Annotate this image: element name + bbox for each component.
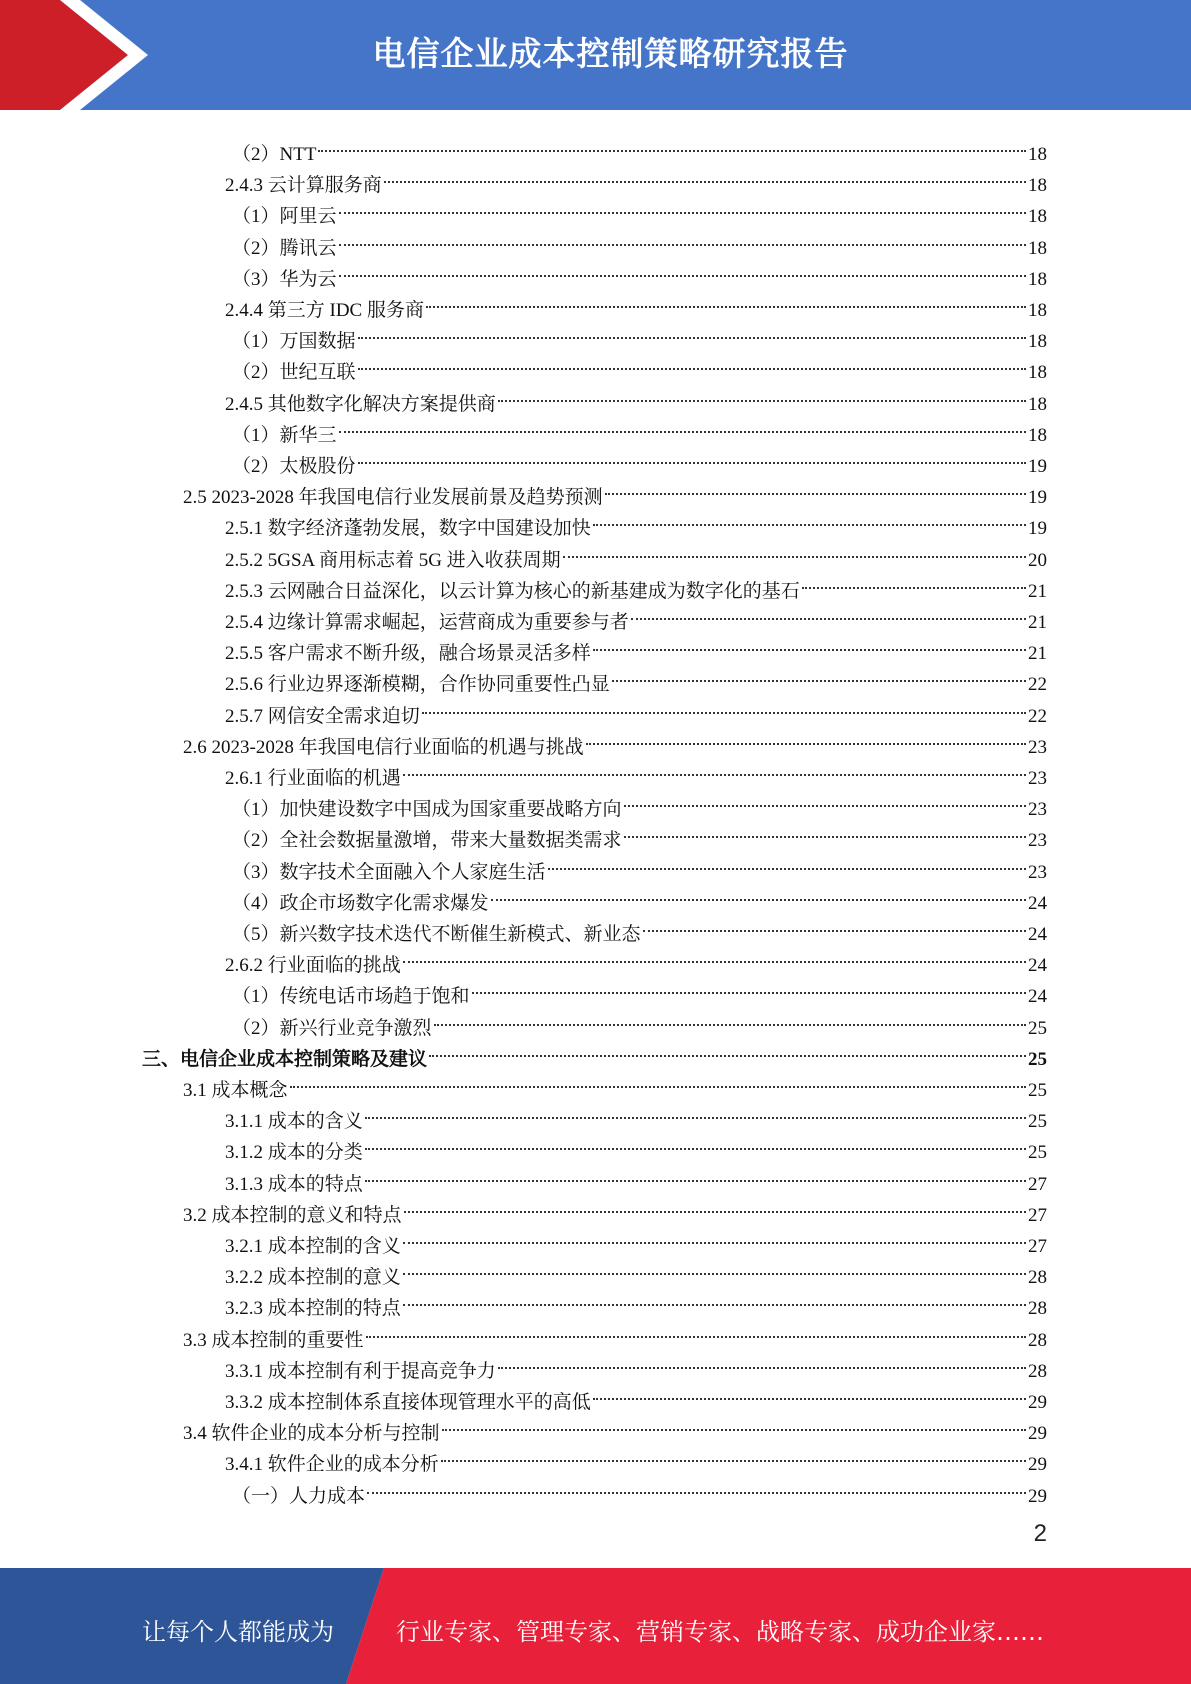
- toc-entry-page: 18: [1028, 393, 1047, 415]
- toc-dot-leader: [384, 151, 1026, 183]
- toc-entry-page: 22: [1028, 674, 1047, 696]
- toc-dot-leader: [290, 1056, 1026, 1088]
- toc-dot-leader: [586, 713, 1026, 745]
- toc-entry-page: 18: [1028, 300, 1047, 321]
- toc-entry-page: 29: [1028, 1423, 1047, 1445]
- toc-entry-page: 25: [1028, 1111, 1047, 1133]
- toc-entry-page: 23: [1028, 768, 1047, 789]
- toc-entry-page: 28: [1028, 1329, 1047, 1351]
- toc-entry-label: 2.6.2 行业面临的挑战: [225, 955, 401, 977]
- toc-entry-page: 19: [1028, 487, 1047, 509]
- toc-dot-leader: [339, 245, 1026, 277]
- toc-entry-label: （1）传统电话市场趋于饱和: [232, 986, 470, 1008]
- toc-entry-page: 24: [1028, 892, 1047, 914]
- toc-entry-label: （2）腾讯云: [232, 237, 337, 259]
- toc-entry-label: （5）新兴数字技术迭代不断催生新模式、新业态: [232, 924, 641, 945]
- toc-entry-page: 23: [1028, 861, 1047, 883]
- toc-entry-label: （4）政企市场数字化需求爆发: [232, 892, 489, 914]
- toc-entry-label: 3.2.1 成本控制的含义: [225, 1236, 401, 1257]
- toc-entry-label: 3.4.1 软件企业的成本分析: [225, 1454, 439, 1476]
- toc-entry-label: 2.5.2 5GSA 商用标志着 5G 进入收获周期: [225, 549, 561, 571]
- toc-dot-leader: [624, 806, 1026, 838]
- toc-entry-page: 25: [1028, 1080, 1047, 1101]
- toc-entry-page: 27: [1028, 1204, 1047, 1226]
- toc-dot-leader: [403, 931, 1026, 963]
- toc-entry-label: 2.5.4 边缘计算需求崛起，运营商成为重要参与者: [225, 612, 629, 633]
- toc-entry-page: 18: [1028, 331, 1047, 353]
- toc-entry-label: （1）新华三: [232, 424, 337, 446]
- toc-entry-page: 23: [1028, 830, 1047, 852]
- toc-entry-label: （1）阿里云: [232, 206, 337, 228]
- toc-dot-leader: [429, 1025, 1026, 1057]
- toc-dot-leader: [498, 1337, 1026, 1369]
- toc-dot-leader: [426, 276, 1026, 308]
- toc-entry-page: 18: [1028, 144, 1047, 165]
- toc-entry-page: 18: [1028, 237, 1047, 259]
- toc-dot-leader: [366, 1306, 1026, 1338]
- toc-entry-page: 27: [1028, 1173, 1047, 1195]
- toc-entry-label: 2.5 2023-2028 年我国电信行业发展前景及趋势预测: [183, 487, 603, 509]
- toc-dot-leader: [339, 214, 1026, 246]
- toc-dot-leader: [612, 650, 1026, 682]
- toc-dot-leader: [358, 307, 1026, 339]
- toc-entry-label: 2.5.7 网信安全需求迫切: [225, 705, 420, 727]
- toc-dot-leader: [442, 1399, 1026, 1431]
- toc-entry-page: 21: [1028, 612, 1047, 633]
- toc-dot-leader: [593, 494, 1026, 526]
- toc-entry-label: 3.1 成本概念: [183, 1080, 288, 1101]
- toc-entry-page: 22: [1028, 705, 1047, 727]
- toc-entry-page: 20: [1028, 549, 1047, 571]
- toc-entry-label: 2.5.6 行业边界逐渐模糊，合作协同重要性凸显: [225, 674, 610, 696]
- toc-entry-page: 24: [1028, 924, 1047, 945]
- toc-dot-leader: [472, 962, 1026, 994]
- toc-entry-page: 21: [1028, 580, 1047, 602]
- toc-entry-label: 三、电信企业成本控制策略及建议: [142, 1048, 428, 1070]
- toc-entry-label: 3.2.3 成本控制的特点: [225, 1298, 401, 1320]
- toc-dot-leader: [548, 838, 1026, 870]
- toc-entry-label: 3.3.1 成本控制有利于提高竞争力: [225, 1360, 496, 1382]
- toc-dot-leader: [358, 338, 1026, 370]
- toc-entry-label: 3.3.2 成本控制体系直接体现管理水平的高低: [225, 1392, 591, 1413]
- toc-entry-label: 3.2 成本控制的意义和特点: [183, 1204, 402, 1226]
- toc-dot-leader: [491, 869, 1026, 901]
- toc-entry-page: 18: [1028, 362, 1047, 384]
- toc-entry-label: 3.3 成本控制的重要性: [183, 1329, 364, 1351]
- toc-entry-page: 28: [1028, 1360, 1047, 1382]
- toc-entry-page: 24: [1028, 986, 1047, 1008]
- toc-entry[interactable]: [232, 1470, 1047, 1507]
- toc-dot-leader: [605, 463, 1026, 495]
- toc-entry-label: （1）万国数据: [232, 331, 356, 353]
- toc-dot-leader: [318, 120, 1026, 152]
- footer-slogan-left: 让每个人都能成为: [142, 1618, 334, 1646]
- toc-dot-leader: [563, 526, 1026, 558]
- toc-entry-page: 18: [1028, 175, 1047, 197]
- toc-entry-label: 2.4.5 其他数字化解决方案提供商: [225, 393, 496, 415]
- toc-entry-page: 25: [1028, 1017, 1047, 1039]
- toc-dot-leader: [365, 1087, 1026, 1119]
- toc-entry-label: 2.6.1 行业面临的机遇: [225, 768, 401, 789]
- toc-entry-label: （一）人力成本: [232, 1485, 366, 1507]
- toc-entry-page: 24: [1028, 955, 1047, 977]
- toc-entry-page: 19: [1028, 518, 1047, 540]
- toc-entry-label: 3.1.1 成本的含义: [225, 1111, 363, 1133]
- toc-entry-label: 3.1.3 成本的特点: [225, 1173, 363, 1195]
- report-title: 电信企业成本控制策略研究报告: [372, 34, 849, 73]
- toc-entry-page: 25: [1028, 1048, 1047, 1070]
- toc-dot-leader: [367, 1462, 1026, 1494]
- toc-entry-page: 23: [1028, 736, 1047, 758]
- toc-dot-leader: [631, 588, 1026, 620]
- toc-dot-leader: [498, 370, 1026, 402]
- toc-dot-leader: [358, 432, 1026, 464]
- toc-entry-page: 18: [1028, 268, 1047, 290]
- toc-dot-leader: [624, 775, 1026, 807]
- toc-dot-leader: [593, 619, 1026, 651]
- toc-dot-leader: [422, 682, 1026, 714]
- footer-slogan-right: 行业专家、管理专家、营销专家、战略专家、成功企业家……: [396, 1618, 1044, 1646]
- toc-dot-leader: [434, 994, 1026, 1026]
- toc-entry-label: （3）数字技术全面融入个人家庭生活: [232, 861, 546, 883]
- toc-dot-leader: [802, 557, 1026, 589]
- toc-entry-label: 3.2.2 成本控制的意义: [225, 1267, 401, 1289]
- toc-dot-leader: [404, 1181, 1026, 1213]
- toc-entry-label: （1）加快建设数字中国成为国家重要战略方向: [232, 799, 622, 821]
- toc-entry-page: 27: [1028, 1236, 1047, 1257]
- page-header: [0, 0, 1191, 110]
- toc-dot-leader: [403, 1274, 1026, 1306]
- toc-entry-page: 18: [1028, 206, 1047, 228]
- toc-entry-label: （2）太极股份: [232, 456, 356, 477]
- toc-entry-label: 3.4 软件企业的成本分析与控制: [183, 1423, 440, 1445]
- toc-entry-page: 19: [1028, 456, 1047, 477]
- toc-dot-leader: [339, 401, 1026, 433]
- toc-dot-leader: [365, 1118, 1026, 1150]
- page-footer: [0, 1568, 1191, 1684]
- toc-entry-label: 2.4.3 云计算服务商: [225, 175, 382, 197]
- page-number: 2: [1033, 1520, 1047, 1547]
- toc-entry-page: 21: [1028, 643, 1047, 665]
- toc-dot-leader: [403, 744, 1026, 776]
- toc-dot-leader: [339, 182, 1026, 214]
- toc-dot-leader: [593, 1368, 1026, 1400]
- toc-entry-label: （2）全社会数据量激增，带来大量数据类需求: [232, 830, 622, 852]
- toc-entry-label: （2）新兴行业竞争激烈: [232, 1017, 432, 1039]
- toc-entry-page: 29: [1028, 1454, 1047, 1476]
- toc-dot-leader: [643, 900, 1026, 932]
- toc-entry-page: 23: [1028, 799, 1047, 821]
- toc-entry-page: 25: [1028, 1142, 1047, 1164]
- toc-entry-label: （2）NTT: [232, 144, 317, 165]
- toc-entry-page: 18: [1028, 424, 1047, 446]
- toc-entry-label: 2.5.1 数字经济蓬勃发展，数字中国建设加快: [225, 518, 591, 540]
- toc-entry-label: 3.1.2 成本的分类: [225, 1142, 363, 1164]
- toc-entry-page: 28: [1028, 1267, 1047, 1289]
- toc-entry-page: 29: [1028, 1392, 1047, 1413]
- toc-dot-leader: [403, 1243, 1026, 1275]
- toc-entry-label: （3）华为云: [232, 268, 337, 290]
- toc-dot-leader: [365, 1150, 1026, 1182]
- toc-dot-leader: [441, 1430, 1026, 1462]
- toc-entry-label: 2.6 2023-2028 年我国电信行业面临的机遇与挑战: [183, 736, 584, 758]
- toc-entry-page: 28: [1028, 1298, 1047, 1320]
- toc-dot-leader: [403, 1212, 1026, 1244]
- toc-entry-label: 2.4.4 第三方 IDC 服务商: [225, 300, 424, 321]
- toc-entry-label: 2.5.3 云网融合日益深化，以云计算为核心的新基建成为数字化的基石: [225, 580, 800, 602]
- toc-entry-page: 29: [1028, 1485, 1047, 1507]
- toc-entry-label: 2.5.5 客户需求不断升级，融合场景灵活多样: [225, 643, 591, 665]
- toc-entry-label: （2）世纪互联: [232, 362, 356, 384]
